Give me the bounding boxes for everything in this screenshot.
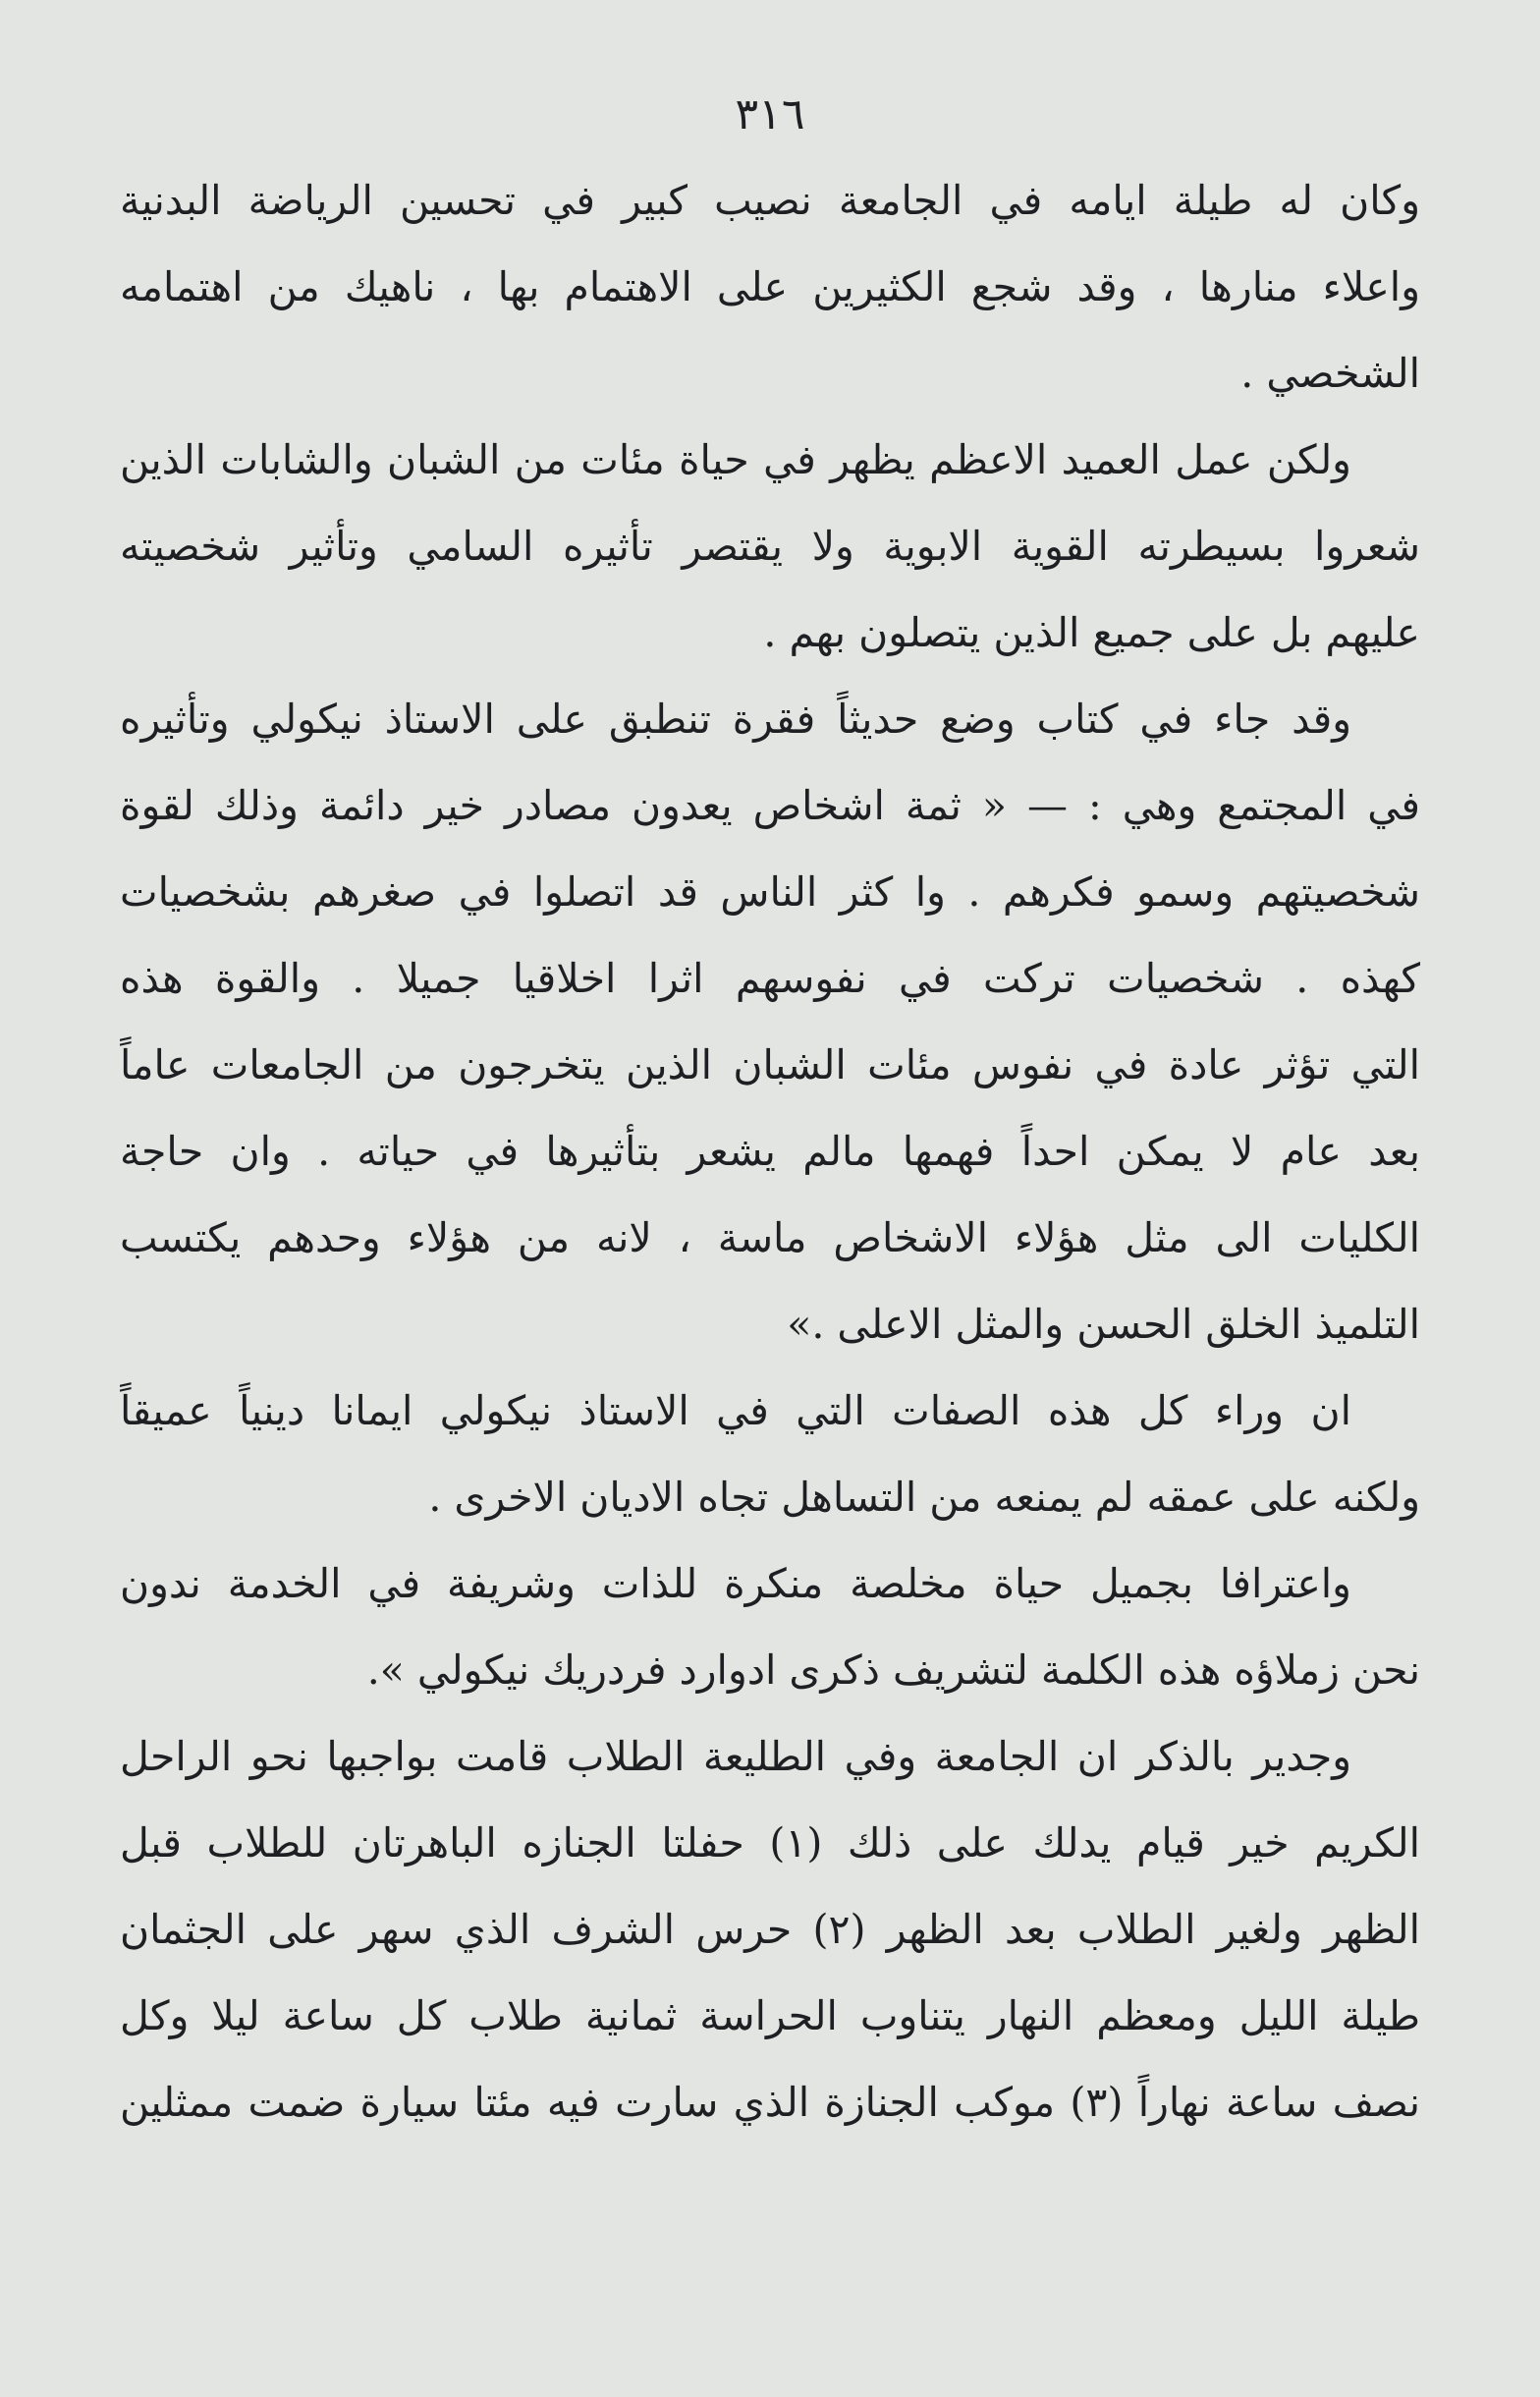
- page-number: ٣١٦: [735, 89, 805, 139]
- text-line: بعد عام لا يمكن احداً فهمها مالم يشعر بتأثيرها في حياته . وان حاجة: [120, 1128, 1420, 1175]
- text-line: الكريم خير قيام يدلك على ذلك (١) حفلتا الجنازه الباهرتان للطلاب قبل: [120, 1819, 1420, 1867]
- text-line: الكليات الى مثل هؤلاء الاشخاص ماسة ، لانه من هؤلاء وحدهم يكتسب: [120, 1214, 1420, 1261]
- text-line: شخصيتهم وسمو فكرهم . وا كثر الناس قد اتصلوا في صغرهم بشخصيات: [120, 868, 1420, 916]
- text-line: وكان له طيلة ايامه في الجامعة نصيب كبير في تحسين الرياضة البدنية: [120, 177, 1420, 224]
- text-line: نحن زملاؤه هذه الكلمة لتشريف ذكرى ادوارد فردريك نيكولي ».: [366, 1646, 1420, 1694]
- text-line: في المجتمع وهي : — « ثمة اشخاص يعدون مصادر خير دائمة وذلك لقوة: [120, 782, 1420, 829]
- text-line: ان وراء كل هذه الصفات التي في الاستاذ نيكولي ايمانا دينياً عميقاً: [120, 1387, 1351, 1434]
- body-text: [120, 157, 1420, 2146]
- text-line: ولكنه على عمقه لم يمنعه من التساهل تجاه الاديان الاخرى .: [428, 1474, 1420, 1521]
- text-line: عليهم بل على جميع الذين يتصلون بهم .: [763, 609, 1420, 656]
- text-line: الظهر ولغير الطلاب بعد الظهر (٢) حرس الشرف الذي سهر على الجثمان: [120, 1906, 1420, 1953]
- text-line: نصف ساعة نهاراً (٣) موكب الجنازة الذي سارت فيه مئتا سيارة ضمت ممثلين: [120, 2079, 1420, 2126]
- text-line: واعلاء منارها ، وقد شجع الكثيرين على الاهتمام بها ، ناهيك من اهتمامه: [120, 263, 1420, 310]
- text-line: الشخصي .: [1240, 350, 1420, 397]
- text-line: التلميذ الخلق الحسن والمثل الاعلى .»: [787, 1301, 1420, 1348]
- text-line: وجدير بالذكر ان الجامعة وفي الطليعة الطلاب قامت بواجبها نحو الراحل: [120, 1733, 1351, 1780]
- text-line: طيلة الليل ومعظم النهار يتناوب الحراسة ثمانية طلاب كل ساعة ليلا وكل: [120, 1992, 1420, 2039]
- text-line: التي تؤثر عادة في نفوس مئات الشبان الذين يتخرجون من الجامعات عاماً: [120, 1041, 1420, 1088]
- text-line: واعترافا بجميل حياة مخلصة منكرة للذات وشريفة في الخدمة ندون: [120, 1560, 1351, 1607]
- text-line: كهذه . شخصيات تركت في نفوسهم اثرا اخلاقيا جميلا . والقوة هذه: [120, 955, 1420, 1002]
- text-line: ولكن عمل العميد الاعظم يظهر في حياة مئات من الشبان والشابات الذين: [120, 436, 1351, 483]
- text-line: وقد جاء في كتاب وضع حديثاً فقرة تنطبق على الاستاذ نيكولي وتأثيره: [120, 696, 1351, 743]
- text-line: شعروا بسيطرته القوية الابوية ولا يقتصر تأثيره السامي وتأثير شخصيته: [120, 523, 1420, 570]
